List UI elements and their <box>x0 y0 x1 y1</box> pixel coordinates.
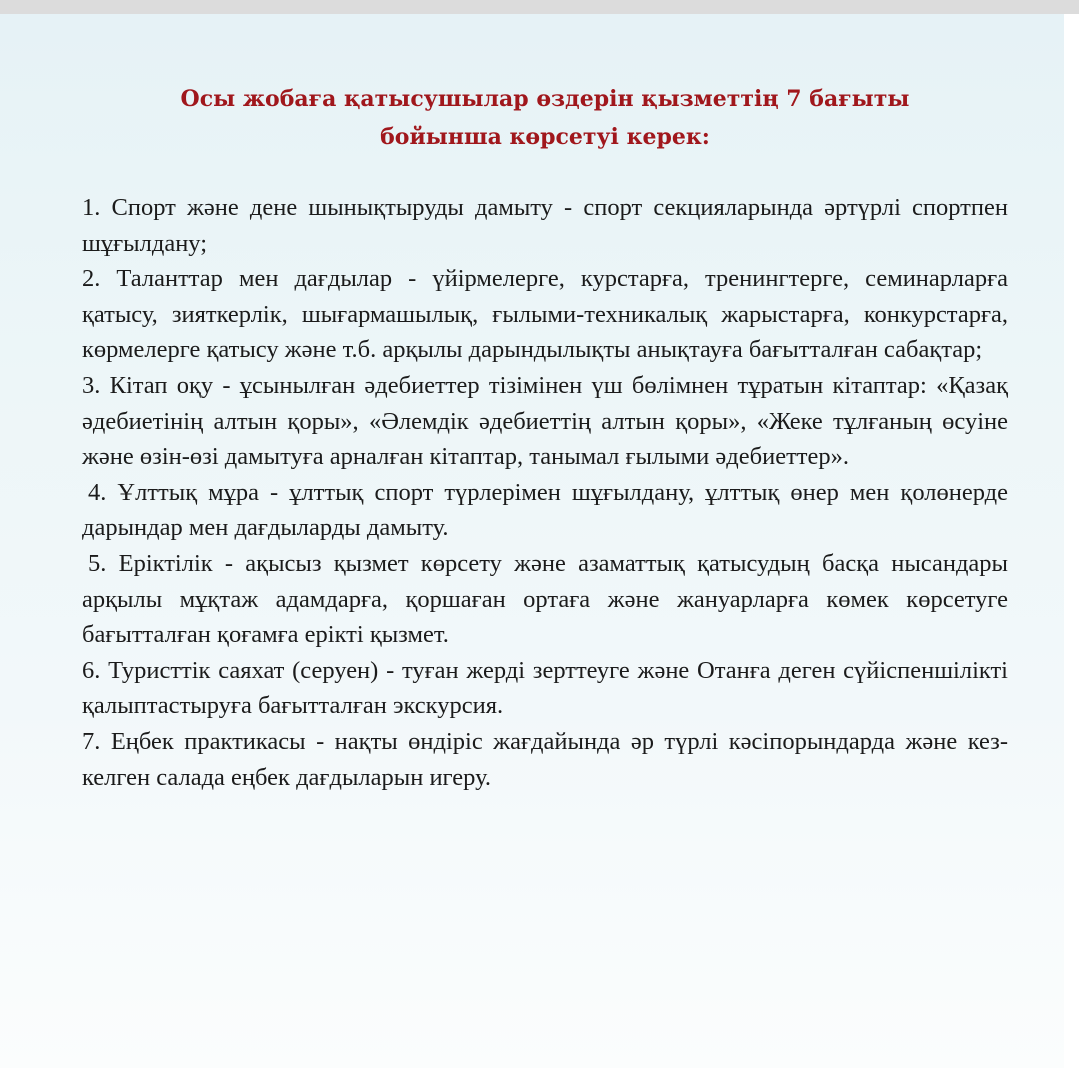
directions-list <box>82 190 1008 795</box>
list-item-6: 6. Туристтік саяхат (серуен) - туған жерді зерттеуге және Отанға деген сүйіспеншілікті қалыптастыруға бағытталған экскурсия. <box>82 656 1008 720</box>
list-item-5: 5. Еріктілік - ақысыз қызмет көрсету және азаматтық қатысудың басқа нысандары арқылы мұқтаж адамдарға, қоршаған ортаға және жануарларға көмек көрсетуге бағытталған қоғамға ерікті қызмет. <box>82 549 1008 649</box>
right-border-strip <box>1064 14 1079 1068</box>
list-item-2: 2. Таланттар мен дағдылар - үйірмелерге, курстарға, тренингтерге, семинарларға қатысу, зияткерлік, шығармашылық, ғылыми-техникалық жарыстарға, конкурстарға, көрмелерге қатысу және т.б. арқылы дарындылықты анықтауға бағытталған сабақтар; <box>82 265 1008 364</box>
list-item-4: 4. Ұлттық мұра - ұлттық спорт түрлерімен шұғылдану, ұлттық өнер мен қолөнерде дарындар мен дағдыларды дамыту. <box>82 478 1008 542</box>
document-heading <box>90 80 1000 156</box>
top-border-strip <box>0 0 1079 14</box>
list-item-7: 7. Еңбек практикасы - нақты өндіріс жағдайында әр түрлі кәсіпорындарда және кез-келген салада еңбек дағдыларын игеру. <box>82 727 1008 791</box>
heading-line-1: Осы жобаға қатысушылар өздерін қызметтің 7 бағыты <box>180 86 910 112</box>
list-item-1: 1. Спорт және дене шынықтыруды дамыту - спорт секцияларында әртүрлі спортпен шұғылдану; <box>82 194 1008 257</box>
list-item-3: 3. Кітап оқу - ұсынылған әдебиеттер тізімінен үш бөлімнен тұратын кітаптар: «Қазақ әдебиетінің алтын қоры», «Әлемдік әдебиеттің алтын қоры», «Жеке тұлғаның өсуіне және өзін-өзі дамытуға арналған кітаптар, танымал ғылыми әдебиеттер». <box>82 371 1008 471</box>
heading-line-2: бойынша көрсетуі керек: <box>380 124 710 150</box>
